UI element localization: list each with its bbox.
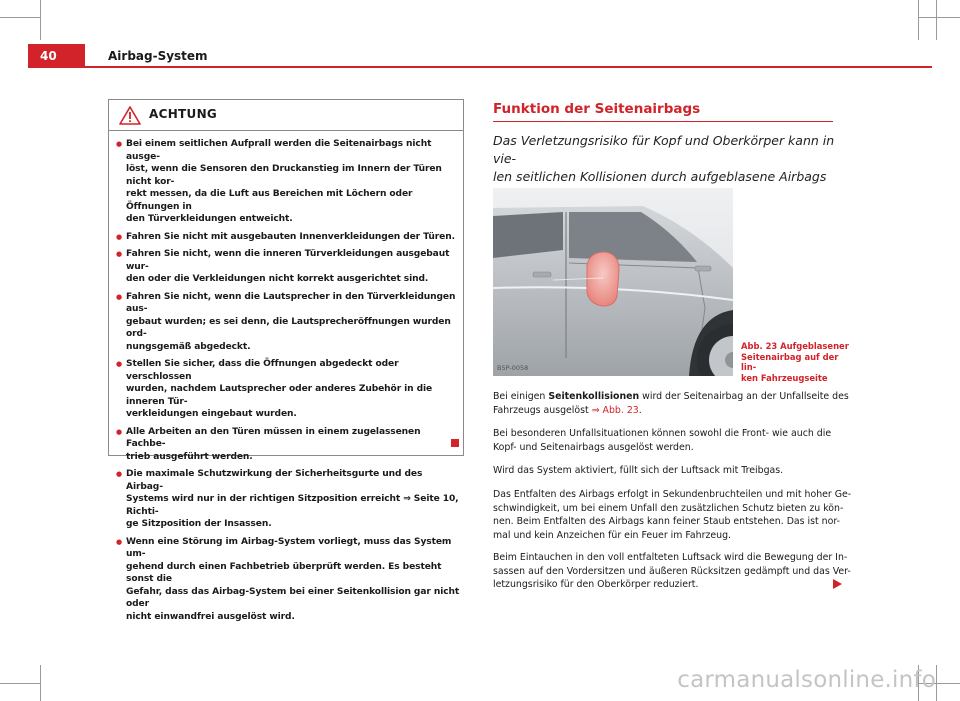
watermark: carmanualsonline.info (677, 667, 936, 693)
crop-mark (936, 0, 937, 40)
body-paragraph: Bei besonderen Unfallsituationen können sowohl die Front- wie auch die Kopf- und Seitenairbags ausgelöst werden. (493, 428, 832, 453)
chapter-title: Airbag-System (108, 49, 208, 63)
warning-item: ● Wenn eine Störung im Airbag-System vorliegt, muss das System um- gehend durch einen Fachbetrieb überprüft werden. Es besteht sonst die Gefahr, dass das Airbag-System bei einer Seitenkollision gar nicht oder nicht einwandfrei ausgelöst wird. (116, 536, 460, 624)
header-rule (85, 66, 932, 68)
figure-code: B5P-0058 (497, 364, 529, 372)
page-header (0, 44, 960, 68)
figure-reference-link[interactable]: ⇒ Abb. 23 (591, 404, 639, 416)
warning-header (109, 100, 463, 131)
section-title: Funktion der Seitenairbags (493, 101, 701, 117)
warning-item: ● Bei einem seitlichen Aufprall werden die Seitenairbags nicht ausge- löst, wenn die Sensoren den Druckanstieg im Innern der Türen nicht kor- rekt messen, da die Luft aus Bereichen mit Löchern oder Öffnungen in den Türverkleidungen entweicht. (116, 138, 460, 226)
warning-triangle-icon (119, 106, 141, 125)
page-number: 40 (28, 44, 85, 68)
warning-title: ACHTUNG (149, 107, 218, 121)
text: wird der Seitenairbag an der Unfallseite des Fahrzeugs ausgelöst (493, 391, 849, 416)
warning-item: ● Alle Arbeiten an den Türen müssen in einem zugelassenen Fachbe- trieb ausgeführt werden. (116, 426, 460, 464)
section-intro: Das Verletzungsrisiko für Kopf und Oberkörper kann in vie- len seitlichen Kollisionen durch aufgeblasene Airbags (493, 133, 835, 184)
bold-term: Seitenkollisionen (548, 391, 640, 402)
car-side-airbag-figure (493, 188, 733, 376)
text: Bei einigen (493, 391, 549, 402)
warning-item: ● Fahren Sie nicht, wenn die Lautsprecher in den Türverkleidungen aus- gebaut wurden; es sei denn, die Lautsprecheröffnungen wurden ord- nungsgemäß abgedeckt. (116, 291, 460, 354)
car-side-illustration (493, 188, 733, 376)
body-paragraph: Beim Eintauchen in den voll entfalteten Luftsack wird die Bewegung der In- sassen auf den Vordersitzen und äußeren Rücksitzen gedämpft und das Ver- letzungsrisiko für den Oberkörper reduziert. (493, 552, 851, 590)
section-rule (493, 121, 833, 122)
continue-arrow-icon (833, 579, 842, 589)
crop-mark (40, 0, 41, 40)
crop-mark (40, 665, 41, 701)
warning-item: ● Fahren Sie nicht mit ausgebauten Innenverkleidungen der Türen. (116, 231, 460, 244)
crop-mark (0, 683, 40, 684)
body-paragraph: Das Entfalten des Airbags erfolgt in Sekundenbruchteilen und mit hoher Ge- schwindigkeit, um bei einem Unfall den zusätzlichen Schutz bieten zu kön- nen. Beim Entfalten des Airbags kann feiner Staub entstehen. Das ist nor- mal und kein Anzeichen für ein Feuer im Fahrzeug. (493, 489, 852, 541)
crop-mark (918, 0, 919, 40)
crop-mark (0, 17, 40, 18)
warning-box (108, 99, 464, 622)
warning-item: ● Stellen Sie sicher, dass die Öffnungen abgedeckt oder verschlossen wurden, nachdem Lautsprecher oder anderes Zubehör in die inneren Tür- verkleidungen eingebaut wurden. (116, 358, 460, 421)
body-paragraph: Wird das System aktiviert, füllt sich der Luftsack mit Treibgas. (493, 465, 784, 476)
end-of-section-marker (451, 439, 459, 447)
warning-item: ● Fahren Sie nicht, wenn die inneren Türverkleidungen ausgebaut wur- den oder die Verkleidungen nicht korrekt ausgerichtet sind. (116, 248, 460, 286)
body-paragraph (493, 390, 853, 417)
crop-mark (918, 17, 960, 18)
figure-caption: Abb. 23 Aufgeblasener Seitenairbag auf der lin- ken Fahrzeugseite (741, 341, 849, 383)
warning-list (116, 138, 460, 628)
warning-item: ● Die maximale Schutzwirkung der Sicherheitsgurte und des Airbag- Systems wird nur in der richtigen Sitzposition erreicht ⇒ Seite 10, Richti- ge Sitzposition der Insassen. (116, 468, 460, 531)
text: . (638, 404, 642, 416)
